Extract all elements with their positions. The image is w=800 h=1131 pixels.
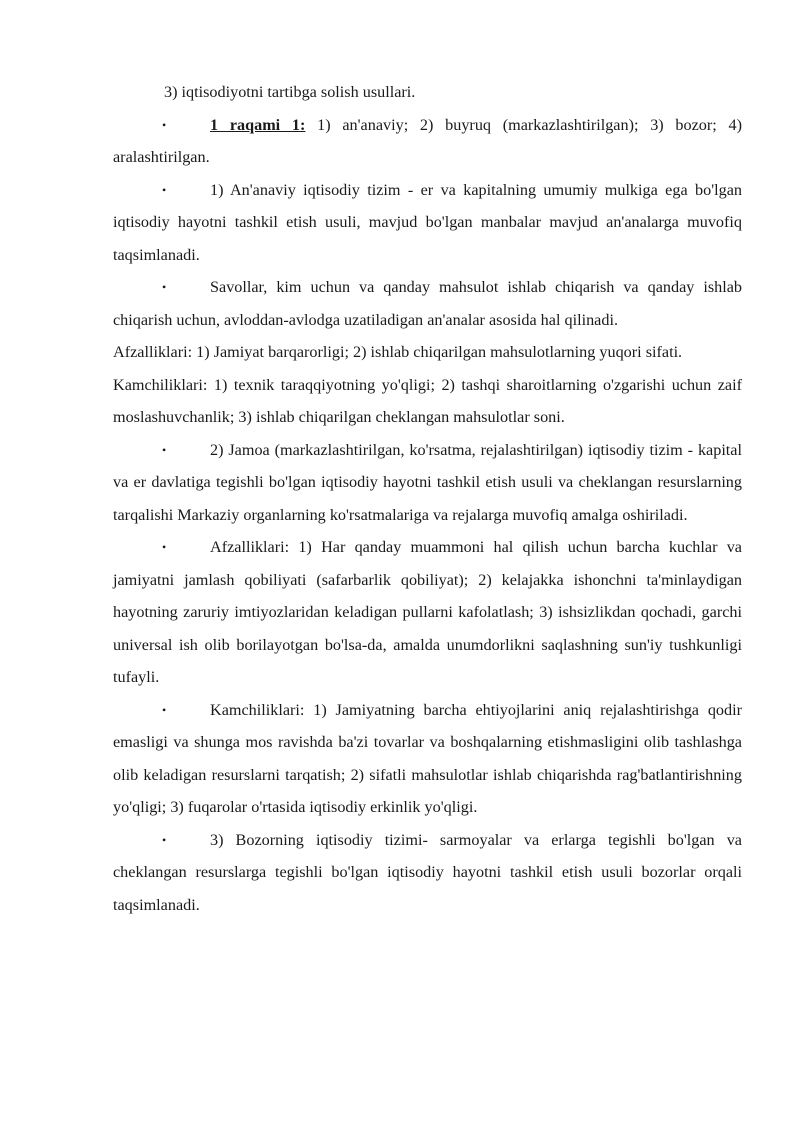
- paragraph-disadvantages-traditional: Kamchiliklari: 1) texnik taraqqiyotning yo'qligi; 2) tashqi sharoitlarning o'zgarishi uchun zaif moslashuvchanlik; 3) ishlab chiqarilgan cheklangan mahsulotlar soni.: [113, 375, 742, 426]
- bullet-paragraph-disadvantages-command: [113, 694, 742, 824]
- bullet-paragraph-questions: [113, 271, 742, 336]
- bullet-icon: •: [162, 117, 167, 132]
- paragraph-text: Savollar, kim uchun va qanday mahsulot ishlab chiqarish va qanday ishlab chiqarish uchun, avloddan-avlodga uzatiladigan an'analar asosida hal qilinadi.: [113, 278, 742, 329]
- paragraph-text: 1) an'anaviy; 2) buyruq (markazlashtirilgan); 3) bozor; 4) aralashtirilgan.: [113, 115, 742, 166]
- bullet-paragraph-advantages-command: [113, 531, 742, 694]
- heading-label: 1 raqami 1:: [210, 115, 306, 134]
- bullet-icon: •: [162, 832, 167, 847]
- bullet-icon: •: [162, 442, 167, 457]
- bullet-icon: •: [162, 540, 167, 554]
- bullet-icon: •: [162, 280, 167, 294]
- bullet-paragraph-command: [113, 434, 742, 532]
- bullet-icon: •: [162, 702, 167, 717]
- paragraph-advantages-traditional: Afzalliklari: 1) Jamiyat barqarorligi; 2) ishlab chiqarilgan mahsulotlarning yuqori sifati.: [113, 343, 683, 361]
- bullet-paragraph-traditional: [113, 174, 742, 272]
- bullet-icon: •: [162, 182, 167, 197]
- paragraph-methods: 3) iqtisodiyotni tartibga solish usullari.: [164, 83, 416, 101]
- bullet-paragraph-market: [113, 824, 742, 922]
- bullet-paragraph-types: [113, 109, 742, 174]
- paragraph-text: 1) An'anaviy iqtisodiy tizim - er va kapitalning umumiy mulkiga ega bo'lgan iqtisodiy hayotni tashkil etish usuli, mavjud bo'lgan manbalar mavjud an'analarga muvofiq taqsimlanadi.: [113, 180, 742, 264]
- paragraph-text: Kamchiliklari: 1) Jamiyatning barcha ehtiyojlarini aniq rejalashtirishga qodir emasligi va shunga mos ravishda ba'zi tovarlar va boshqalarning etishmasligini olib tashlashga olib keladigan resurslarni tarqatish; 2) sifatli mahsulotlar ishlab chiqarishda rag'batlantirishning yo'qligi; 3) fuqarolar o'rtasida iqtisodiy erkinlik yo'qligi.: [113, 700, 742, 816]
- paragraph-text: 2) Jamoa (markazlashtirilgan, ko'rsatma, rejalashtirilgan) iqtisodiy tizim - kapital va er davlatiga tegishli bo'lgan iqtisodiy hayotni tashkil etish usuli va cheklangan resurslarning tarqalishi Markaziy organlarning ko'rsatmalariga va rejalarga muvofiq amalga oshiriladi.: [113, 440, 742, 524]
- paragraph-text: Afzalliklari: 1) Har qanday muammoni hal qilish uchun barcha kuchlar va jamiyatni jamlash qobiliyati (safarbarlik qobiliyat); 2) kelajakka ishonchni ta'minlaydigan hayotning zaruriy imtiyozlaridan keladigan pullarni kafolatlash; 3) ishsizlikdan qochadi, garchi universal ish olib borilayotgan bo'lsa-da, amalda unumdorlikni saqlashning sun'iy tushkunligi tufayli.: [113, 538, 742, 686]
- paragraph-text: 3) Bozorning iqtisodiy tizimi- sarmoyalar va erlarga tegishli bo'lgan va cheklangan resurslarga tegishli bo'lgan iqtisodiy hayotni tashkil etish usuli bozorlar orqali taqsimlanadi.: [113, 830, 742, 914]
